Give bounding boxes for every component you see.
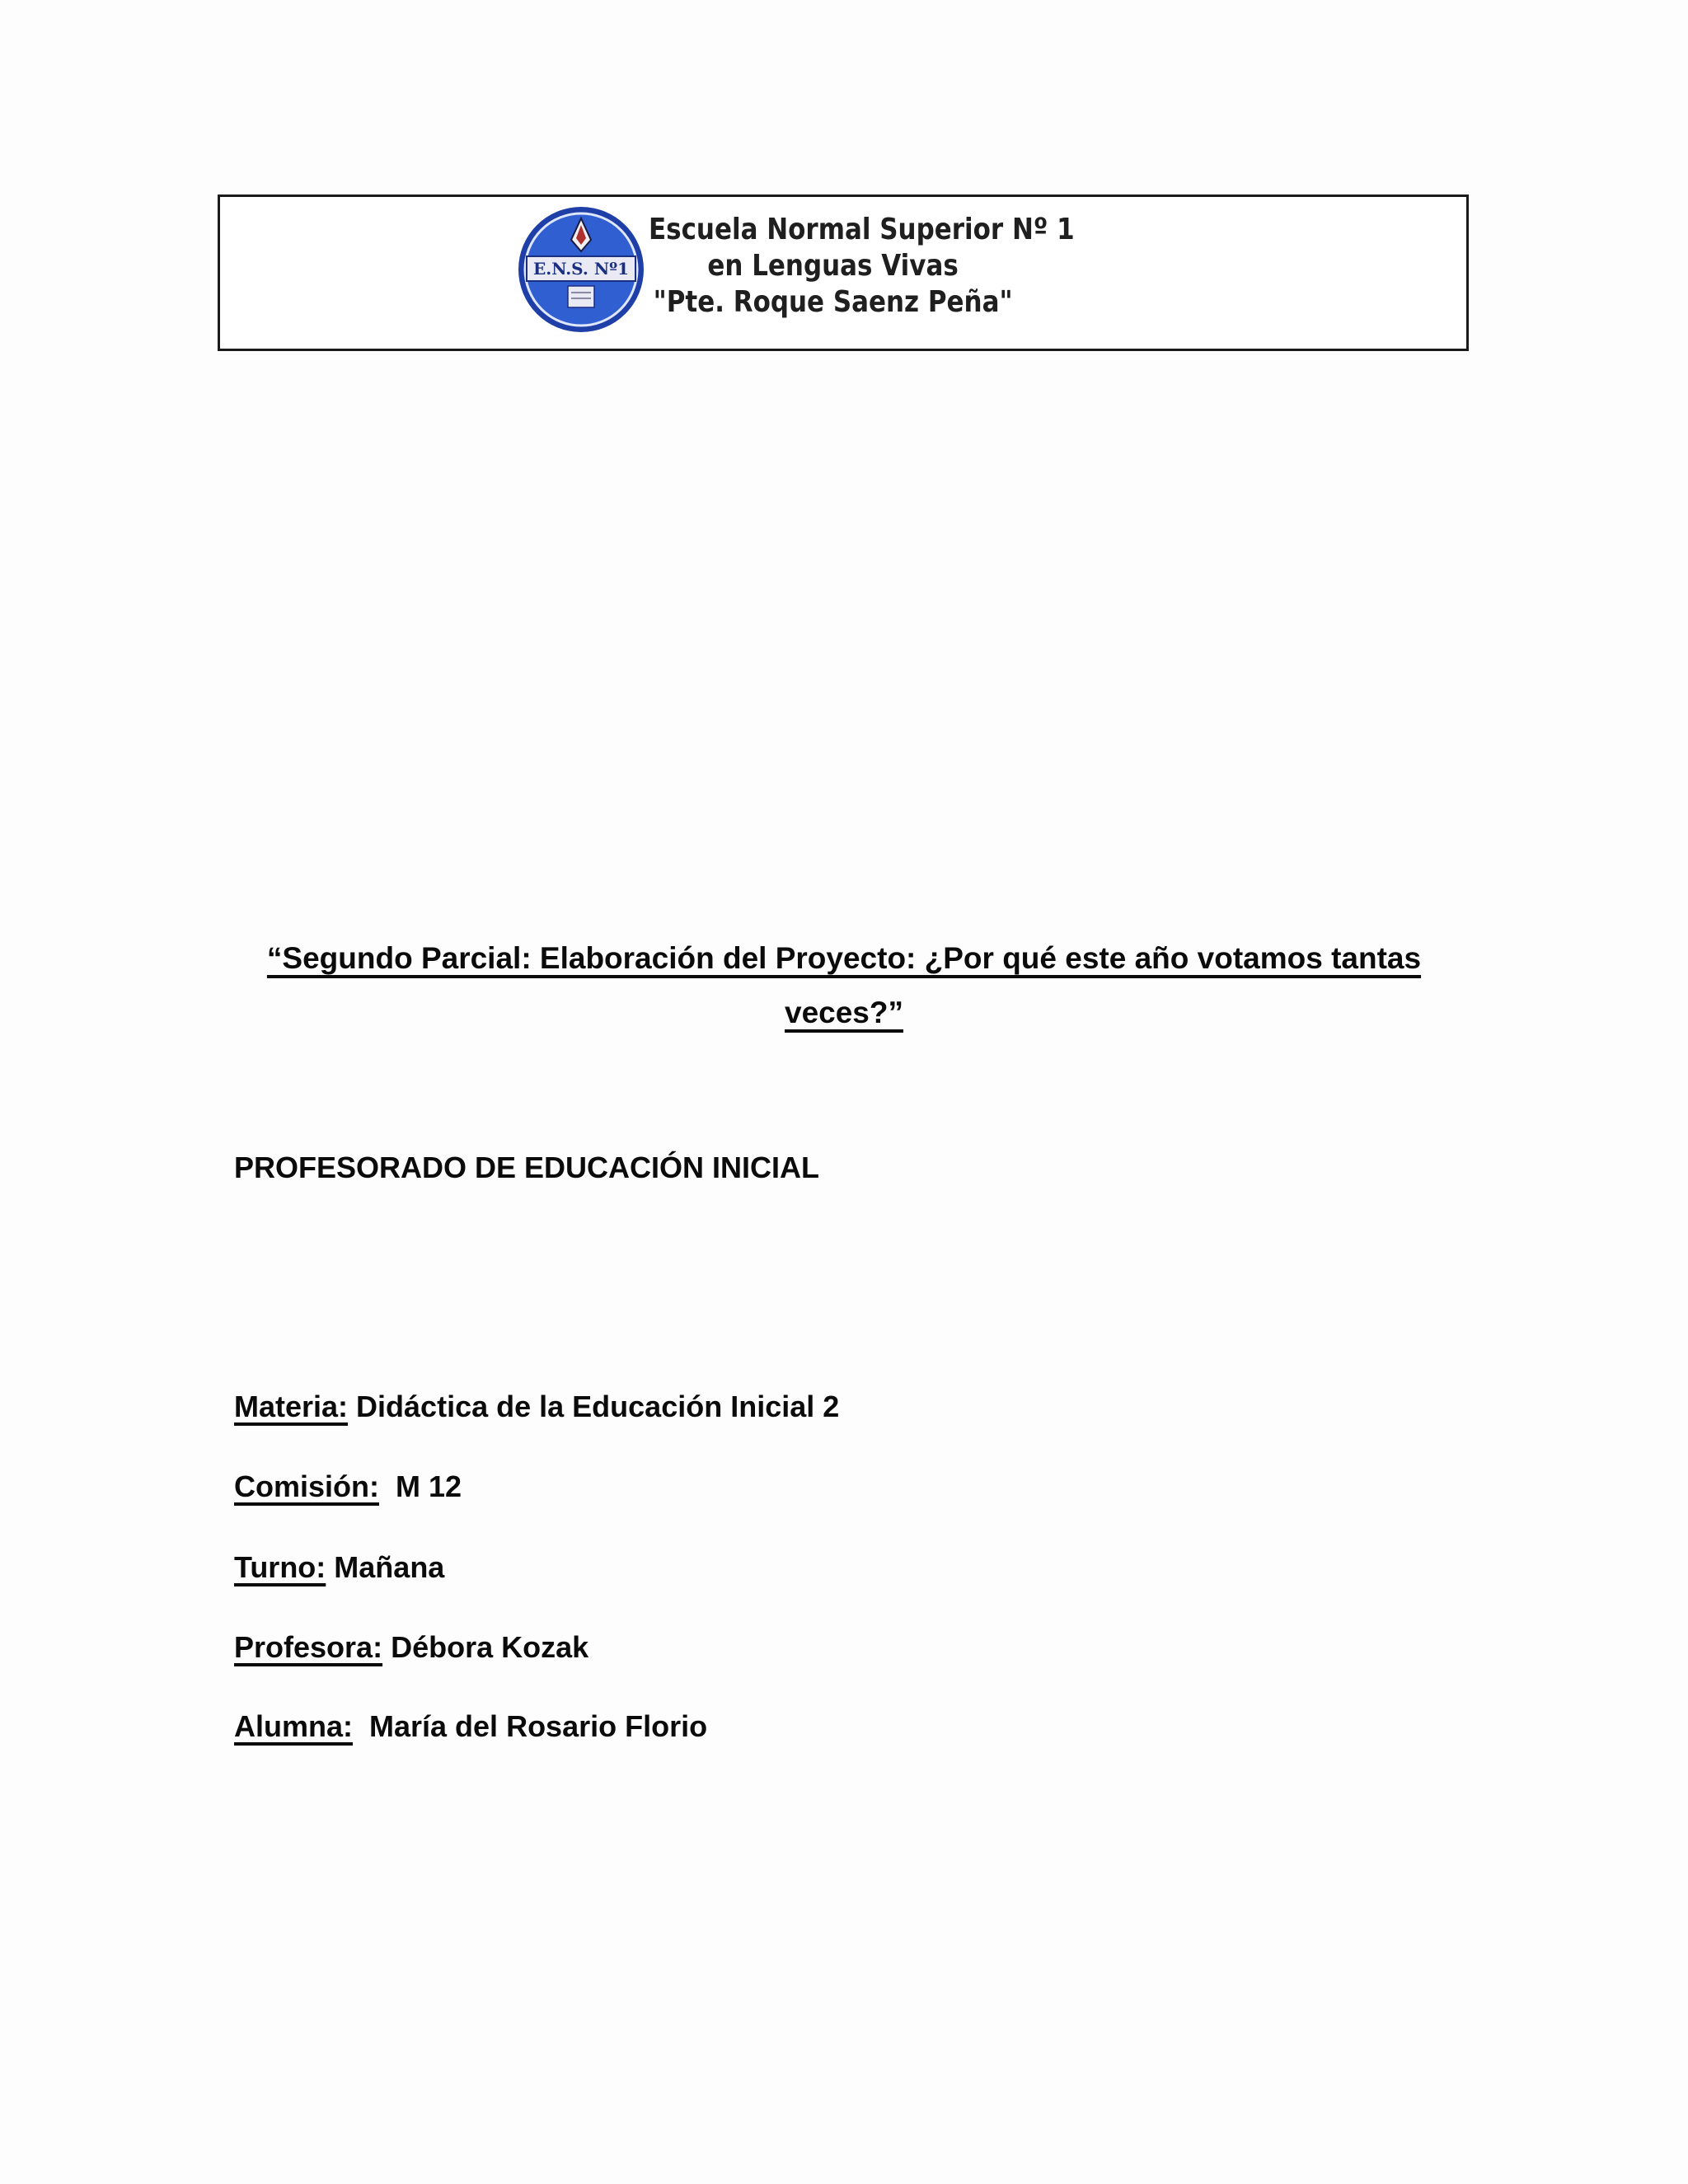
school-name-line-3: "Pte. Roque Saenz Peña" [653,285,1013,319]
alumna-label: Alumna: [234,1709,353,1743]
title-line-1: “Segundo Parcial: Elaboración del Proyecto: ¿Por qué este año votamos tantas [266,941,1422,975]
svg-text:E.N.S. Nº1: E.N.S. Nº1 [532,259,630,279]
field-materia [234,1390,839,1424]
field-turno [234,1550,444,1585]
comision-label: Comisión: [234,1469,379,1503]
school-name-line-2: en Lenguas Vivas [707,249,959,283]
materia-value: Didáctica de la Educación Inicial 2 [348,1390,840,1423]
turno-label: Turno: [234,1550,326,1584]
comision-value: M 12 [379,1469,462,1503]
profesora-value: Débora Kozak [382,1630,589,1664]
school-logo-icon [515,204,647,335]
field-profesora [234,1630,588,1665]
field-alumna [234,1709,707,1744]
program-name: PROFESORADO DE EDUCACIÓN INICIAL [234,1151,820,1184]
turno-value: Mañana [326,1550,445,1584]
school-name [649,212,1075,321]
materia-label: Materia: [234,1390,349,1423]
profesora-label: Profesora: [234,1630,383,1664]
document-title [206,931,1482,1040]
school-header [218,194,1469,351]
title-line-2: veces?” [785,996,903,1029]
alumna-value: María del Rosario Florio [353,1709,708,1743]
school-name-line-1: Escuela Normal Superior Nº 1 [649,213,1075,246]
field-comision [234,1469,462,1504]
